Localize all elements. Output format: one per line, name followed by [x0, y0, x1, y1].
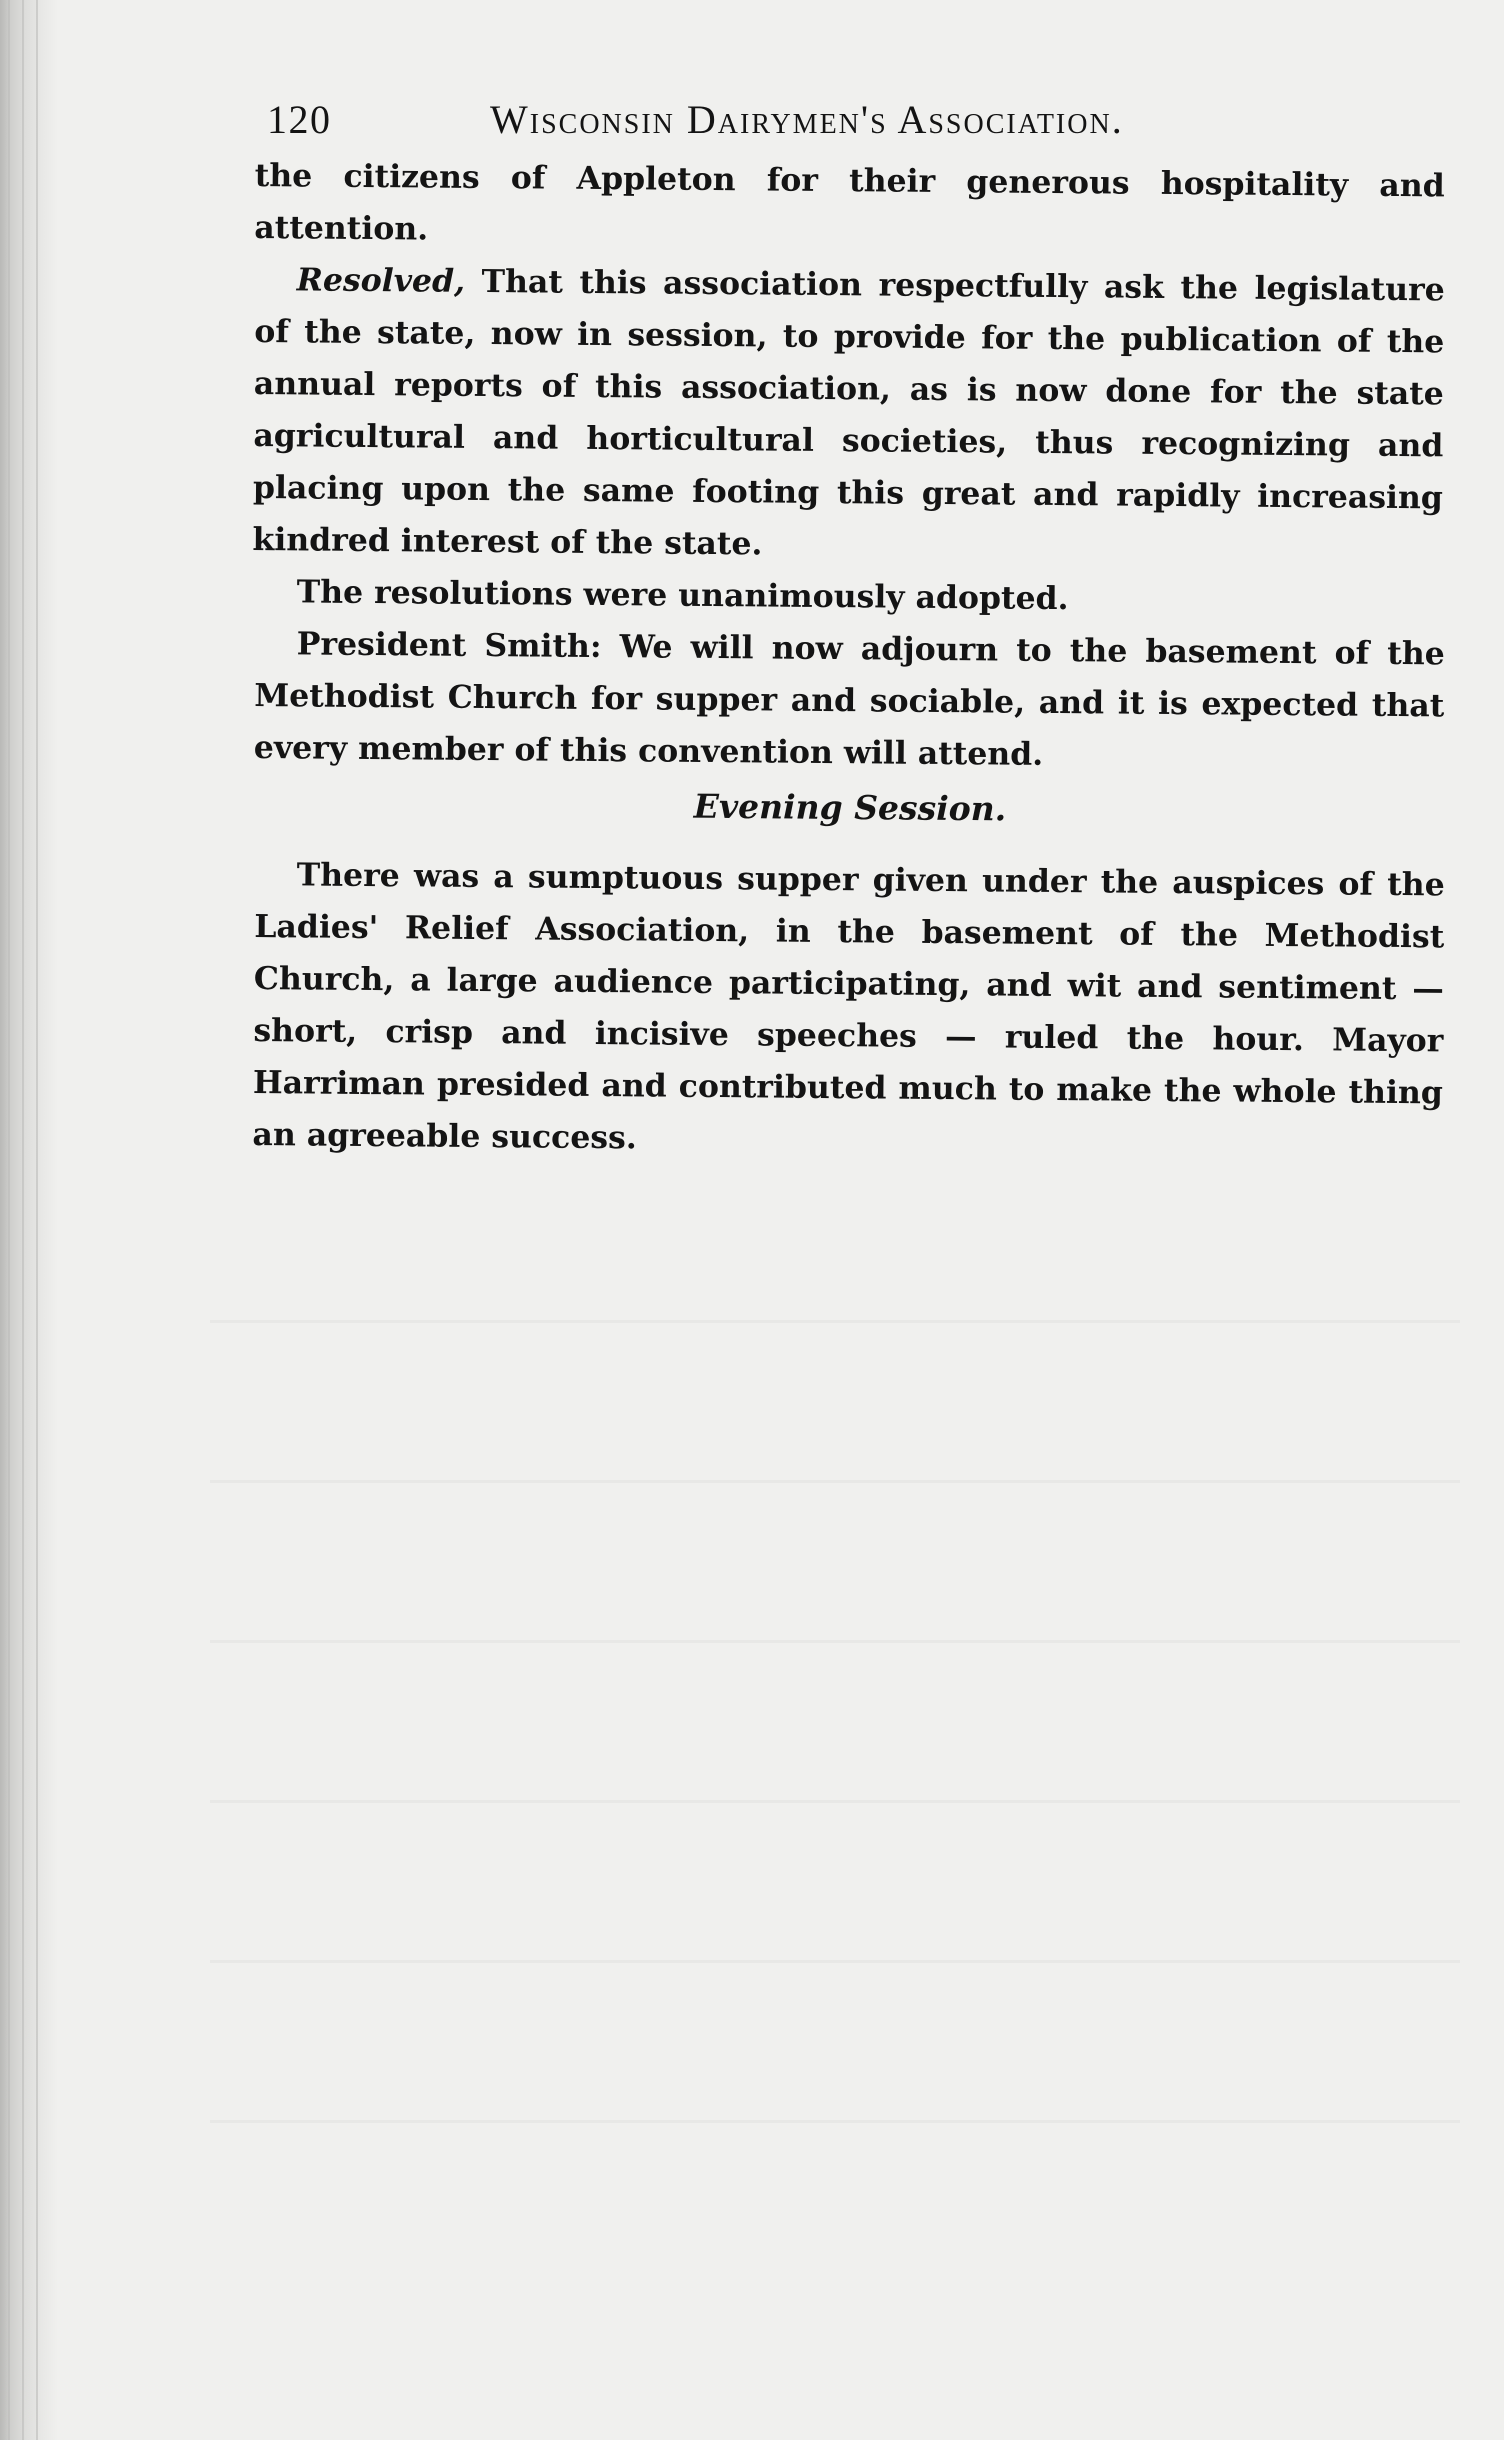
- show-through-line: [210, 1800, 1460, 1803]
- paragraph-president-smith: President Smith: We will now adjourn to the basement of the Methodist Church for supper and sociable, and it is expected that every member of this convention will attend.: [253, 625, 1445, 773]
- paragraph-continuation: the citizens of Appleton for their generous hospitality and attention.: [254, 156, 1445, 248]
- show-through-line: [210, 1960, 1460, 1963]
- show-through-line: [210, 1320, 1460, 1323]
- binding-line: [22, 0, 24, 2440]
- show-through-line: [210, 2120, 1460, 2123]
- section-heading: Evening Session.: [693, 786, 1007, 829]
- resolution-text: That this association respectfully ask the legislature of the state, now in session, to provide for the publication of the annual reports of this association, as is now done for the state agricultural and horticultural societies, thus recognizing and placing upon the same footing this great and rapidly increasing kindred interest of the state.: [252, 262, 1445, 563]
- resolved-label: Resolved,: [296, 261, 466, 300]
- running-head: [255, 90, 1455, 150]
- paragraph-resolution: [252, 254, 1445, 576]
- paragraph-adopted: The resolutions were unanimously adopted.: [296, 573, 1069, 618]
- paragraph-evening-session: There was a sumptuous supper given under the auspices of the Ladies' Relief Association, in the basement of the Methodist Church, a large audience participating, and wit and sentiment — short, crisp and incisive speeches — ruled the hour. Mayor Harriman presided and contributed much to make the whole thing an agreeable success.: [252, 856, 1445, 1157]
- running-title: Wisconsin Dairymen's Association.: [490, 97, 1124, 142]
- binding-line: [36, 0, 38, 2440]
- show-through-line: [210, 1480, 1460, 1483]
- show-through-line: [210, 1640, 1460, 1643]
- page-number: 120: [267, 97, 332, 142]
- text-block: [252, 90, 1455, 1161]
- binding-line: [8, 0, 10, 2440]
